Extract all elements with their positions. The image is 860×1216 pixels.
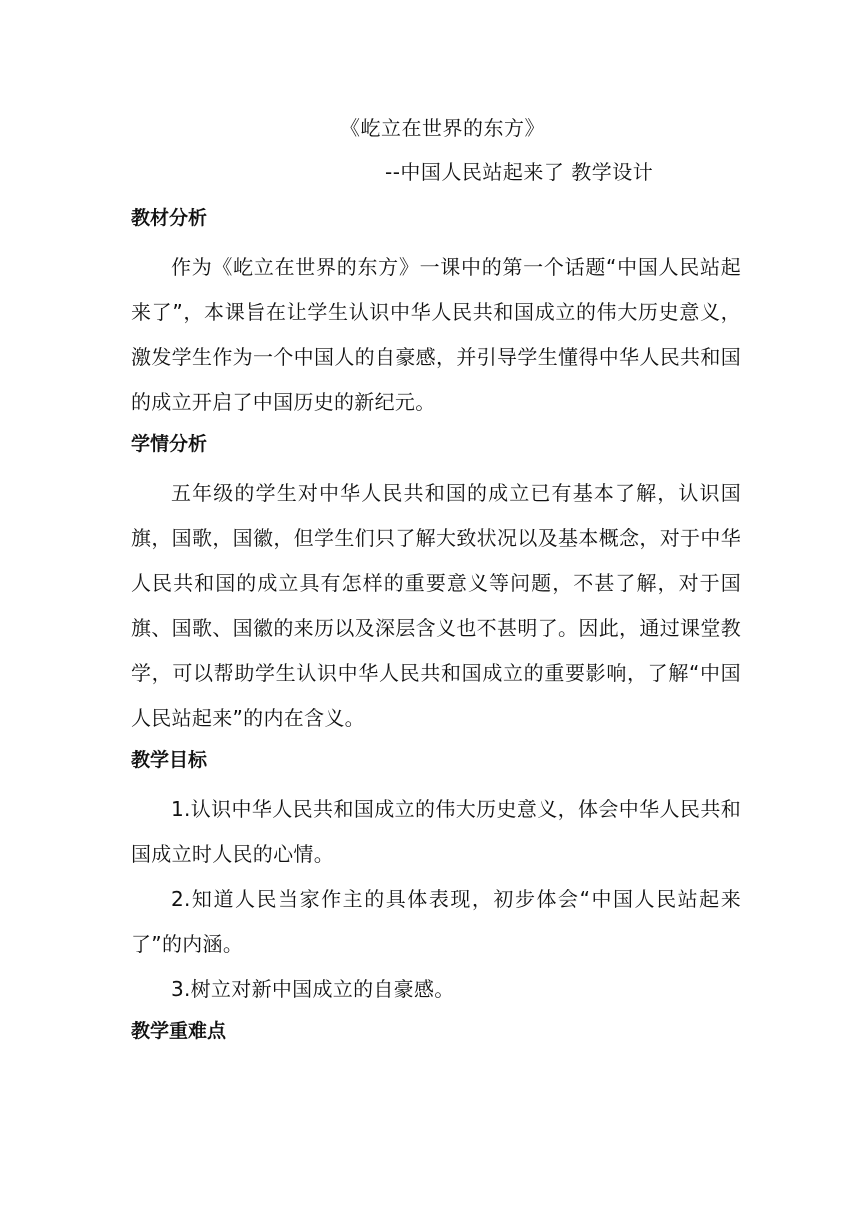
document-body bbox=[131, 203, 741, 1046]
document-subtitle: --中国人民站起来了 教学设计 bbox=[385, 160, 654, 184]
section-heading: 教学重难点 bbox=[131, 1020, 227, 1042]
section-key-difficulties bbox=[131, 1016, 741, 1046]
document-title: 《屹立在世界的东方》 bbox=[340, 116, 545, 140]
section-teaching-goals bbox=[131, 745, 741, 1012]
section-heading: 教学目标 bbox=[131, 749, 208, 771]
paragraph: 五年级的学生对中华人民共和国的成立已有基本了解，认识国旗，国歌，国徽，但学生们只了解大致状况以及基本概念，对于中华人民共和国的成立具有怎样的重要意义等问题，不甚了解，对于国旗、国歌、国徽的来历以及深层含义也不甚明了。因此，通过课堂教学，可以帮助学生认识中华人民共和国成立的重要影响，了解“中国人民站起来”的内在含义。 bbox=[131, 481, 741, 730]
section-heading: 教材分析 bbox=[131, 207, 208, 229]
section-student-analysis bbox=[131, 429, 741, 741]
goal-item-2: 2.知道人民当家作主的具体表现，初步体会“中国人民站起来了”的内涵。 bbox=[131, 887, 741, 956]
section-heading: 学情分析 bbox=[131, 433, 208, 455]
paragraph: 作为《屹立在世界的东方》一课中的第一个话题“中国人民站起来了”，本课旨在让学生认识中华人民共和国成立的伟大历史意义，激发学生作为一个中国人的自豪感，并引导学生懂得中华人民共和国的成立开启了中国历史的新纪元。 bbox=[131, 255, 741, 414]
section-textbook-analysis bbox=[131, 203, 741, 425]
goal-item-1: 1.认识中华人民共和国成立的伟大历史意义，体会中华人民共和国成立时人民的心情。 bbox=[131, 797, 741, 866]
goal-item-3: 3.树立对新中国成立的自豪感。 bbox=[171, 977, 455, 1001]
